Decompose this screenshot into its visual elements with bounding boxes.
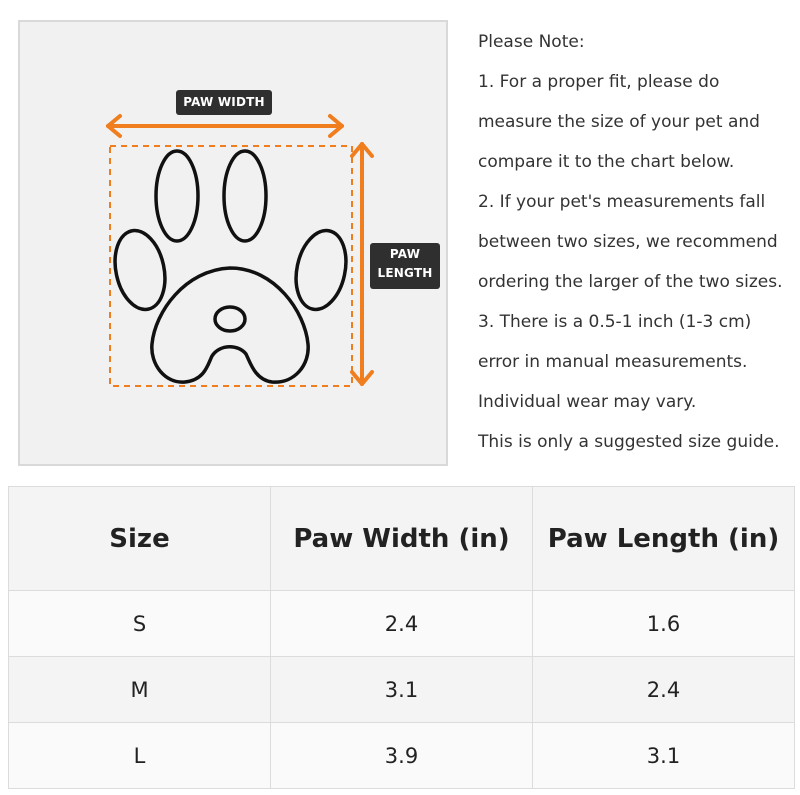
width-arrow	[108, 116, 342, 136]
cell-paw-length: 3.1	[533, 723, 795, 789]
cell-paw-width: 3.9	[271, 723, 533, 789]
note-line: between two sizes, we recommend	[478, 232, 778, 252]
cell-size: L	[9, 723, 271, 789]
paw-width-label: PAW WIDTH	[176, 90, 272, 115]
header-paw-width: Paw Width (in)	[271, 487, 533, 591]
header-paw-length: Paw Length (in)	[533, 487, 795, 591]
size-note	[478, 22, 798, 462]
cell-paw-length: 1.6	[533, 591, 795, 657]
note-line: error in manual measurements.	[478, 352, 748, 372]
note-line: 1. For a proper fit, please do	[478, 72, 720, 92]
header-size: Size	[9, 487, 271, 591]
paw-print-icon	[108, 151, 353, 382]
cell-size: S	[9, 591, 271, 657]
paw-diagram	[18, 20, 448, 466]
cell-paw-width: 2.4	[271, 591, 533, 657]
cell-size: M	[9, 657, 271, 723]
note-line: measure the size of your pet and	[478, 112, 760, 132]
cell-paw-length: 2.4	[533, 657, 795, 723]
note-line: This is only a suggested size guide.	[478, 432, 780, 452]
paw-length-label-line2: LENGTH	[377, 265, 433, 280]
note-line: 2. If your pet's measurements fall	[478, 192, 766, 212]
paw-length-label	[370, 243, 440, 289]
paw-length-label-line1: PAW	[389, 247, 421, 261]
table-header-row	[9, 487, 795, 591]
note-heading: Please Note:	[478, 32, 585, 52]
size-chart-table	[8, 486, 795, 789]
table-row	[9, 591, 795, 657]
length-arrow	[352, 144, 372, 384]
note-line: compare it to the chart below.	[478, 152, 735, 172]
table-row	[9, 723, 795, 789]
cell-paw-width: 3.1	[271, 657, 533, 723]
note-line: Individual wear may vary.	[478, 392, 697, 412]
note-line: ordering the larger of the two sizes.	[478, 272, 783, 292]
table-row	[9, 657, 795, 723]
note-line: 3. There is a 0.5-1 inch (1-3 cm)	[478, 312, 752, 332]
